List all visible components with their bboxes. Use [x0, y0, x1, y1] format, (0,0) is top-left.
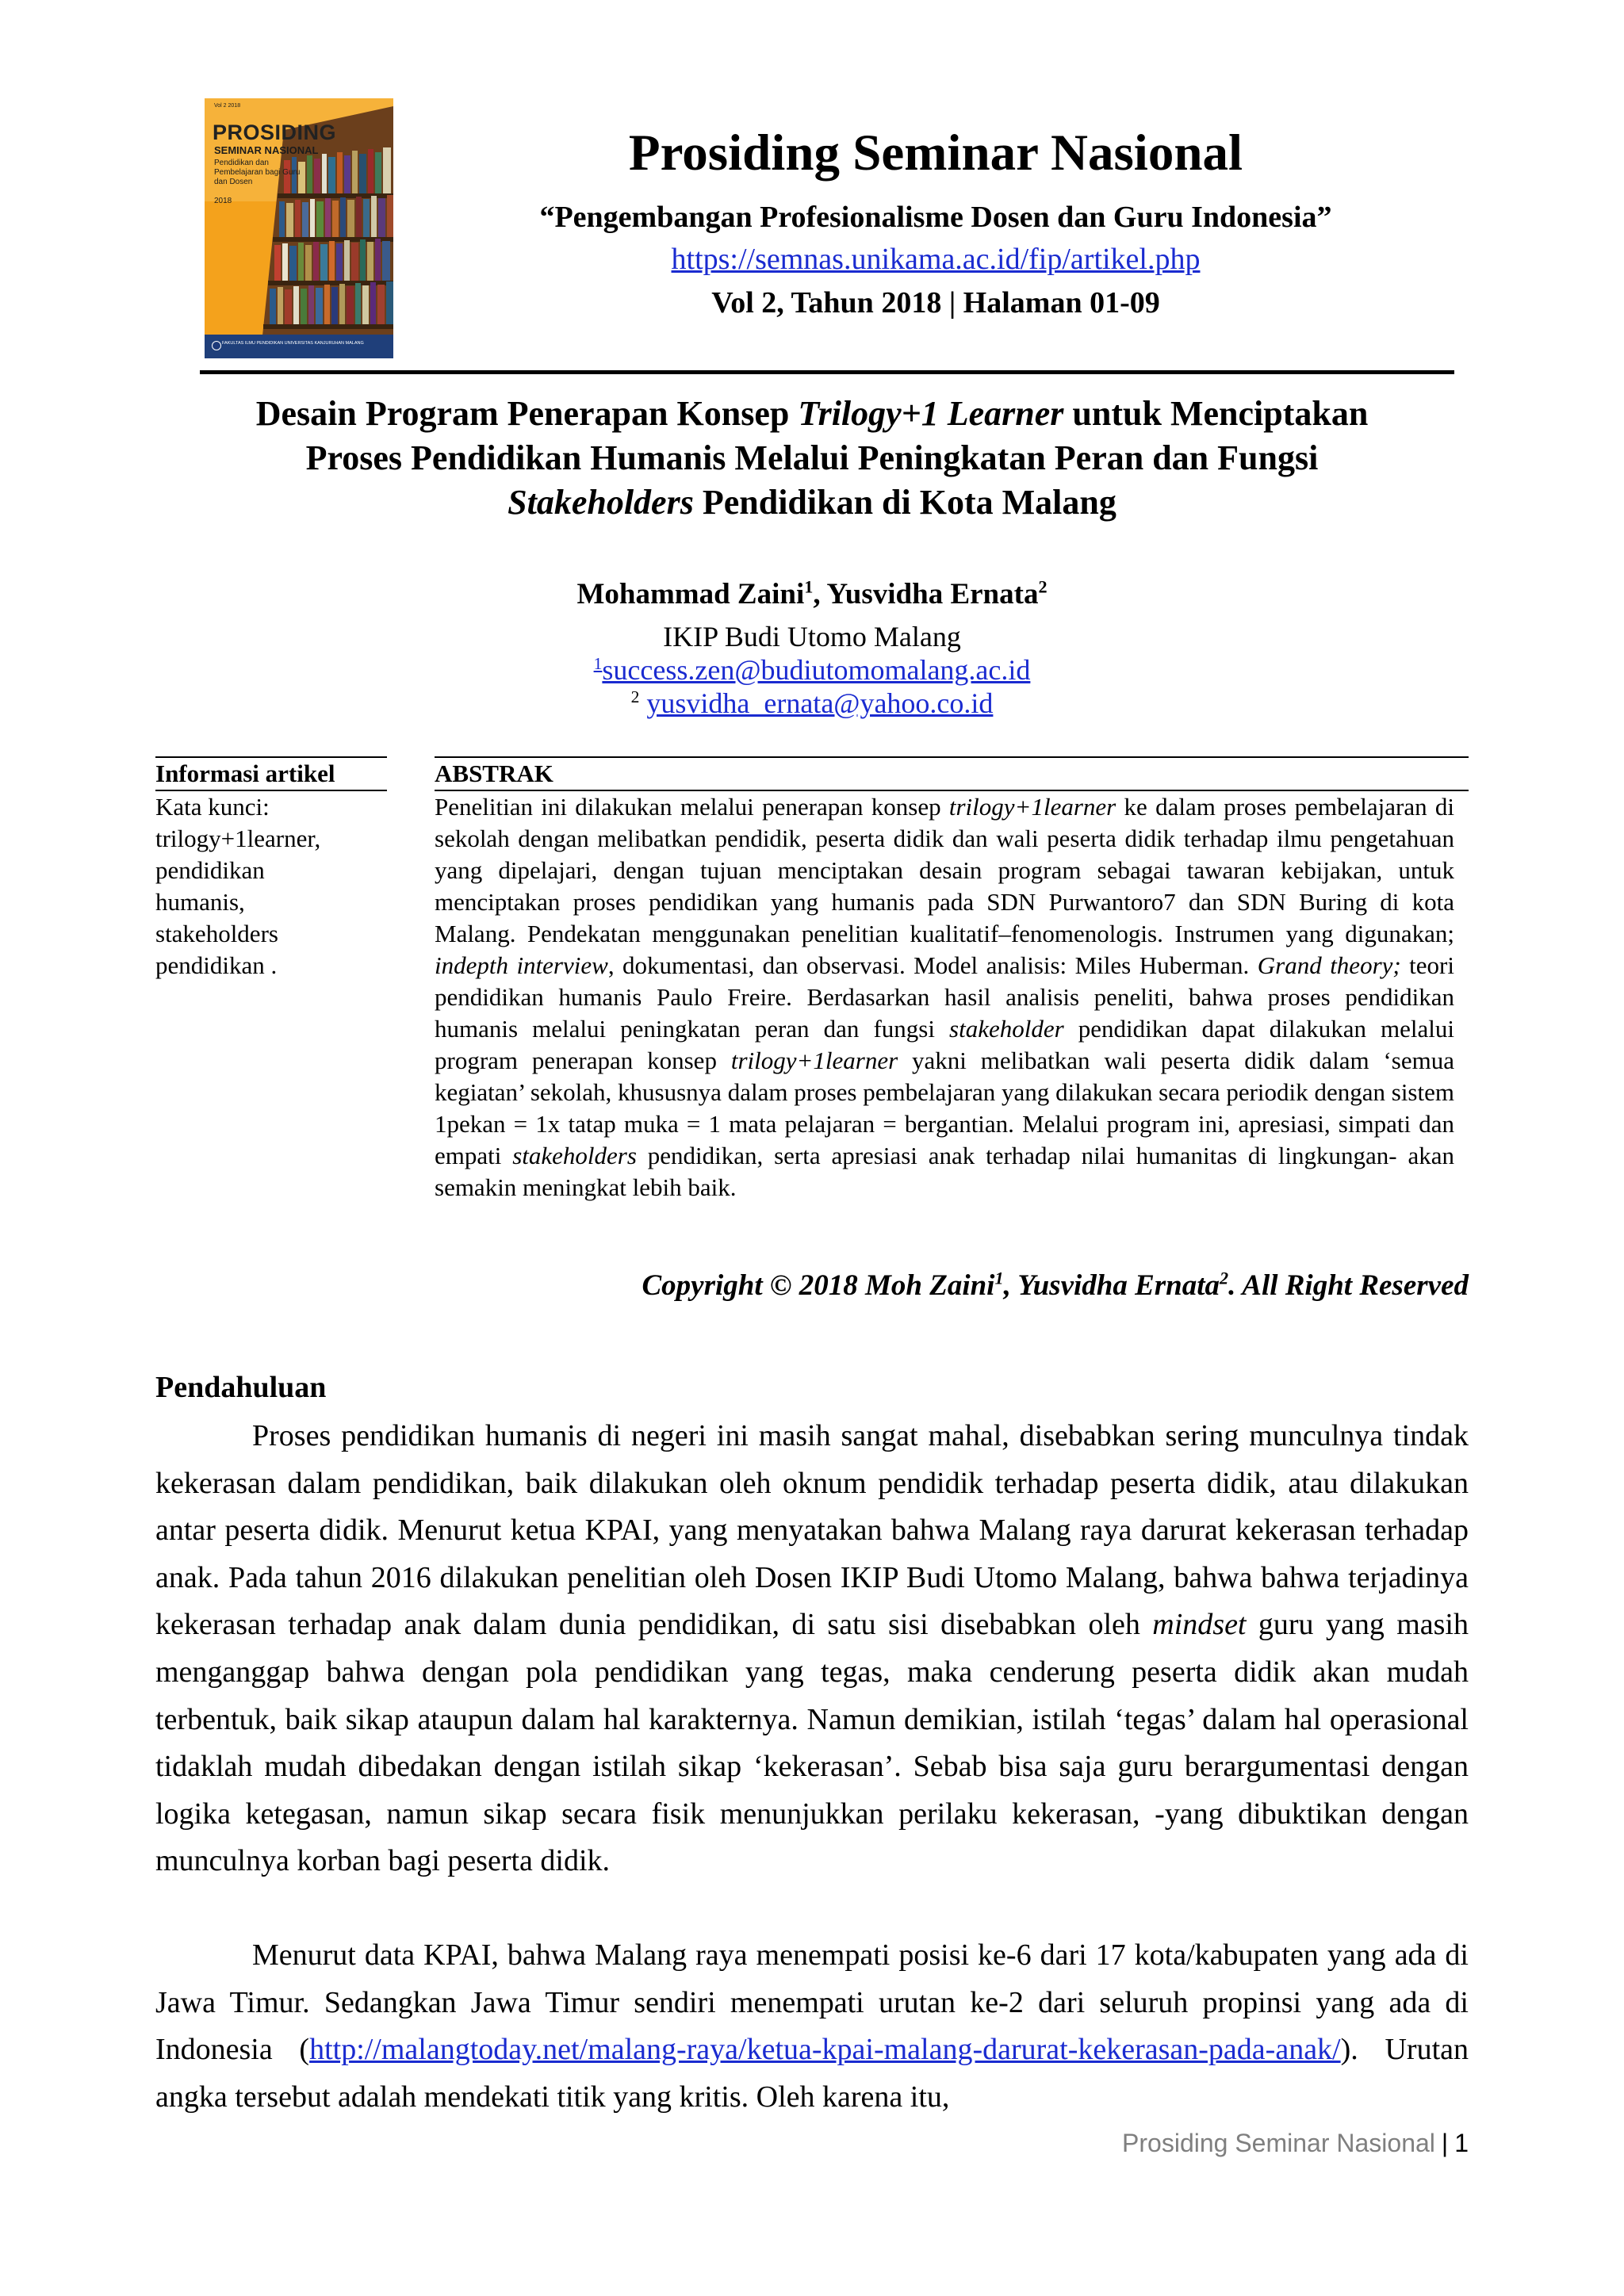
email-sup: 2 — [630, 687, 640, 706]
abstract-heading: ABSTRAK — [435, 760, 553, 787]
author-name: Yusvidha Ernata — [826, 578, 1039, 610]
email-link-2[interactable]: yusvidha_ernata@yahoo.co.id — [646, 687, 994, 719]
title-part: Desain Program Penerapan Konsep — [255, 394, 799, 433]
title-part: Pendidikan di Kota Malang — [693, 483, 1116, 522]
cover-description: Pendidikan dan Pembelajaran bagi Guru dan Dosen — [214, 159, 301, 186]
para-run: Proses pendidikan humanis di negeri ini masih sangat mahal, disebabkan sering munculnya tindak kekerasan dalam pendidikan, baik dilakukan oleh oknum pendidik terhadap peserta didik, atau dilakukan antar peserta didik. Menurut ketua KPAI, yang menyatakan bahwa Malang raya darurat kekerasan terhadap anak. Pada tahun 2016 dilakukan penelitian oleh Dosen IKIP Budi Utomo Malang, bahwa bahwa terjadinya kekerasan terhadap anak dalam dunia pendidikan, di satu sisi disebabkan oleh — [155, 1419, 1469, 1642]
cover-volume: Vol 2 2018 — [214, 103, 241, 109]
info-top-rule — [155, 756, 387, 758]
journal-theme: “Pengembangan Profesionalisme Dosen dan Guru Indonesia” — [539, 201, 1332, 234]
journal-title: Prosiding Seminar Nasional — [628, 124, 1243, 182]
keyword: trilogy+1learner, — [155, 825, 321, 852]
title-italic: Stakeholders — [508, 483, 694, 522]
abstract-run: yakni melibatkan wali peserta didik dalam ‘semua kegiatan’ sekolah, khususnya dalam proses pembelajaran yang dilakukan secara periodik dengan sistem 1pekan = 1x tatap muka = 1 mata pelajaran = bergantian. Melalui program ini, apresiasi, simpati dan empati — [435, 1047, 1455, 1169]
title-italic: Trilogy+1 Learner — [798, 394, 1064, 433]
para-italic: mindset — [1152, 1608, 1247, 1642]
title-part: untuk Menciptakan — [1063, 394, 1369, 433]
abstract-run: pendidikan, serta apresiasi anak terhadap nilai humanitas di lingkungan- akan semakin meningkat lebih baik. — [435, 1142, 1454, 1201]
body-paragraph-1 — [155, 1413, 1469, 1885]
para-run: ). Urutan angka tersebut adalah mendekati titik yang kritis. Oleh karena itu, — [155, 2033, 1469, 2114]
footer-label: Prosiding Seminar Nasional — [1122, 2129, 1435, 2157]
abstract-italic: trilogy+1learner — [948, 793, 1116, 821]
author-name: Mohammad Zaini — [576, 578, 805, 610]
para-run: guru yang masih menganggap bahwa dengan pola pendidikan yang tegas, maka cenderung peserta didik akan mudah terbentuk, baik sikap ataupun dalam hal karakternya. Namun demikian, istilah ‘tegas’ dalam hal operasional tidaklah mudah dibedakan dengan istilah sikap ‘kekerasan’. Sebab bisa saja guru berargumentasi dengan logika ketegasan, namun sikap secara fisik menunjukkan perilaku kekerasan, -yang dibuktikan dengan munculnya korban bagi peserta didik. — [155, 1608, 1469, 1878]
header-divider — [200, 370, 1454, 374]
copyright-part: Copyright © 2018 Moh Zaini — [642, 1269, 995, 1302]
cover-subtitle: SEMINAR NASIONAL — [214, 144, 319, 156]
copyright-sup: 2 — [1220, 1268, 1229, 1288]
info-heading: Informasi artikel — [155, 760, 335, 787]
abstract-italic: Grand theory; — [1257, 951, 1401, 979]
affiliation: IKIP Budi Utomo Malang — [663, 621, 961, 652]
email-link-1[interactable]: success.zen@budiutomomalang.ac.id — [602, 654, 1031, 686]
abstract-run: pendidikan dapat dilakukan melalui program penerapan konsep — [435, 1015, 1455, 1074]
article-title — [155, 392, 1469, 525]
cover-title: PROSIDING — [213, 121, 337, 144]
author-separator: , — [813, 578, 827, 610]
keyword: pendidikan — [155, 856, 265, 884]
cover-faculty: FAKULTAS ILMU PENDIDIKAN UNIVERSITAS KANJURUHAN MALANG — [222, 341, 364, 346]
keyword: stakeholders — [155, 920, 278, 947]
keyword: humanis, — [155, 888, 245, 916]
author-email-1 — [155, 653, 1469, 687]
keywords-block — [155, 791, 377, 982]
abstract-text — [435, 791, 1454, 1203]
copyright-line — [155, 1269, 1469, 1303]
abstract-italic: stakeholder — [949, 1015, 1064, 1043]
journal-url-link[interactable]: https://semnas.unikama.ac.id/fip/artikel.php — [671, 243, 1201, 276]
abstract-run: teori pendidikan humanis Paulo Freire. Berdasarkan hasil analisis peneliti, bahwa proses pendidikan humanis melalui peningkatan peran dan fungsi — [435, 951, 1454, 1043]
keyword: pendidikan . — [155, 951, 278, 979]
cover-year: 2018 — [214, 197, 232, 205]
copyright-part: . All Right Reserved — [1228, 1269, 1469, 1302]
body-paragraph-2 — [155, 1932, 1469, 2121]
university-logo-icon — [212, 341, 221, 350]
author-sup: 2 — [1038, 576, 1048, 597]
page-number: 1 — [1454, 2129, 1469, 2157]
abstract-italic: stakeholders — [512, 1142, 637, 1169]
para-run: Menurut data KPAI, bahwa Malang raya menempati posisi ke-6 dari 17 kota/kabupaten yang ada di Jawa Timur. Sedangkan Jawa Timur sendiri menempati urutan ke-2 dari seluruh propinsi yang ada di Indonesia ( — [155, 1938, 1469, 2067]
keywords-label: Kata kunci: — [155, 793, 270, 821]
copyright-sup: 1 — [994, 1268, 1004, 1288]
title-line-2: Proses Pendidikan Humanis Melalui Peningkatan Peran dan Fungsi — [305, 438, 1319, 477]
section-heading: Pendahuluan — [155, 1371, 327, 1404]
abstract-run: ke dalam proses pembelajaran di sekolah dengan melibatkan pendidik, peserta didik dan wali peserta didik terhadap ilmu pengetahuan yang dipelajari, dengan tujuan menciptakan desain program sebagai tawaran kebijakan, untuk menciptakan proses pendidikan yang humanis pada SDN Purwantoro7 dan SDN Buring di kota Malang. Pendekatan menggunakan penelitian kualitatif–fenomenologis. Instrumen yang digunakan; — [435, 793, 1454, 947]
journal-cover-image — [205, 98, 393, 358]
journal-url-line — [444, 242, 1427, 277]
footer-separator: | — [1441, 2129, 1449, 2157]
abstract-run: , dokumentasi, dan observasi. Model analisis: Miles Huberman. — [607, 951, 1258, 979]
abstract-top-rule — [435, 756, 1469, 758]
journal-volume: Vol 2, Tahun 2018 | Halaman 01-09 — [711, 286, 1160, 320]
author-sup: 1 — [804, 576, 814, 597]
author-list — [155, 577, 1469, 611]
email-sup: 1 — [593, 654, 603, 673]
reference-link[interactable]: http://malangtoday.net/malang-raya/ketua-kpai-malang-darurat-kekerasan-pada-anak/ — [309, 2033, 1341, 2067]
abstract-italic: indepth interview — [435, 951, 608, 979]
abstract-italic: trilogy+1learner — [730, 1047, 898, 1074]
copyright-part: , Yusvidha Ernata — [1003, 1269, 1220, 1302]
author-email-2 — [155, 687, 1469, 720]
page-footer — [1122, 2129, 1469, 2158]
abstract-run: Penelitian ini dilakukan melalui penerapan konsep — [435, 793, 949, 821]
